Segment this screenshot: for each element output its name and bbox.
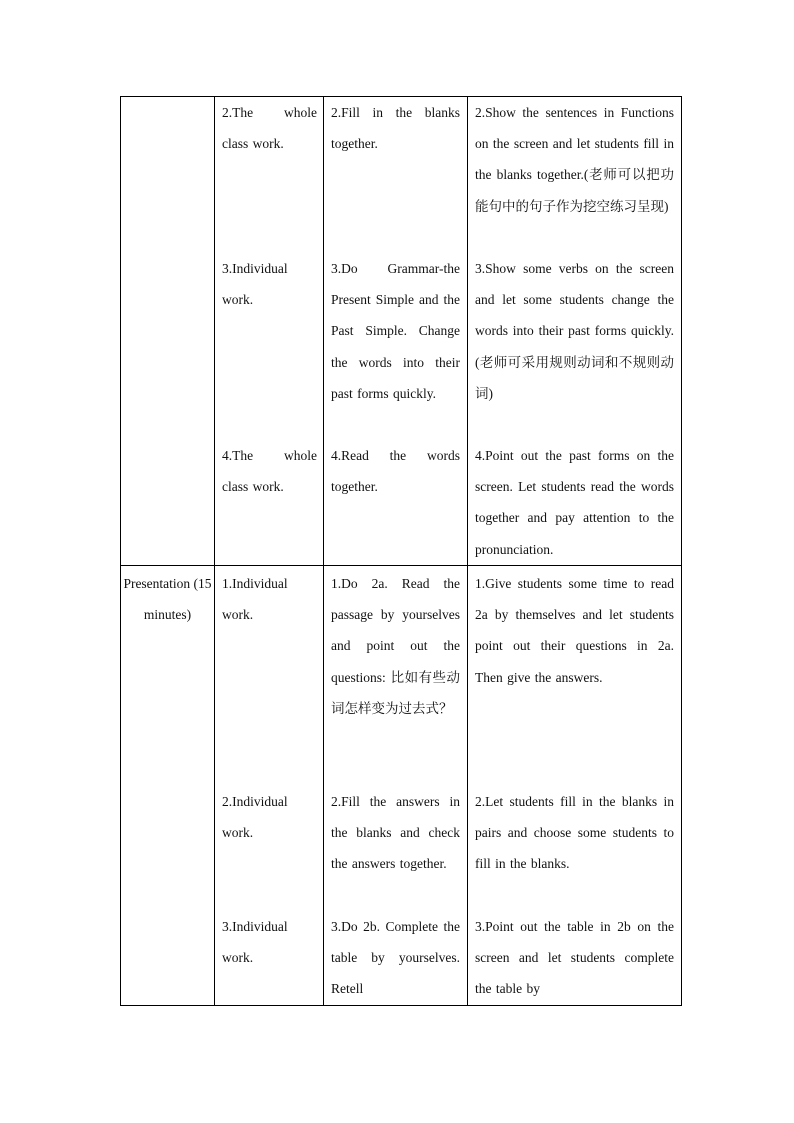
stage-cell [121,566,215,1006]
teacher-activity-cell [468,566,682,1006]
stage-label: Presentation (15 minutes) [123,576,212,623]
student-activity-entry: 2.Fill in the blanks together. [331,105,460,152]
form-cell [215,566,324,1006]
lesson-plan-table [120,96,682,1006]
teacher-activity-entry: 3.Show some verbs on the screen and let some students change the words into their past forms quickly.(老师可采用规则动词和不规则动词) [475,261,674,401]
form-entry: 3.Individual work. [222,919,288,966]
table-row [121,97,682,566]
student-activity-entry: 3.Do 2b. Complete the table by yourselves. Retell [331,919,460,997]
table-row [121,566,682,1006]
student-activity-entry: 4.Read the words together. [331,448,460,495]
teacher-activity-entry: 3.Point out the table in 2b on the screen and let students complete the table by [475,919,674,997]
stage-label [121,97,214,99]
teacher-activity-cell [468,97,682,566]
teacher-activity-entry: 4.Point out the past forms on the screen. Let students read the words together and pay attention to the pronunciation. [475,448,674,557]
student-activity-entry: 2.Fill the answers in the blanks and check the answers together. [331,794,460,872]
teacher-activity-entry: 1.Give students some time to read 2a by themselves and let students point out their questions in 2a. Then give the answers. [475,576,674,685]
student-activity-entry: 3.Do Grammar-the Present Simple and the Past Simple. Change the words into their past forms quickly. [331,261,460,401]
form-entry: 4.The whole class work. [222,448,317,495]
teacher-activity-entry: 2.Show the sentences in Functions on the screen and let students fill in the blanks together.(老师可以把功能句中的句子作为挖空练习呈现) [475,105,674,214]
form-entry: 1.Individual work. [222,576,288,623]
form-cell [215,97,324,566]
stage-cell [121,97,215,566]
form-entry: 3.Individual work. [222,261,288,308]
student-activity-entry: 1.Do 2a. Read the passage by yourselves and point out the questions: 比如有些动词怎样变为过去式？ [331,576,460,716]
form-entry: 2.Individual work. [222,794,288,841]
student-activity-cell [324,566,468,1006]
student-activity-cell [324,97,468,566]
form-entry: 2.The whole class work. [222,105,317,152]
teacher-activity-entry: 2.Let students fill in the blanks in pairs and choose some students to fill in the blanks. [475,794,674,872]
